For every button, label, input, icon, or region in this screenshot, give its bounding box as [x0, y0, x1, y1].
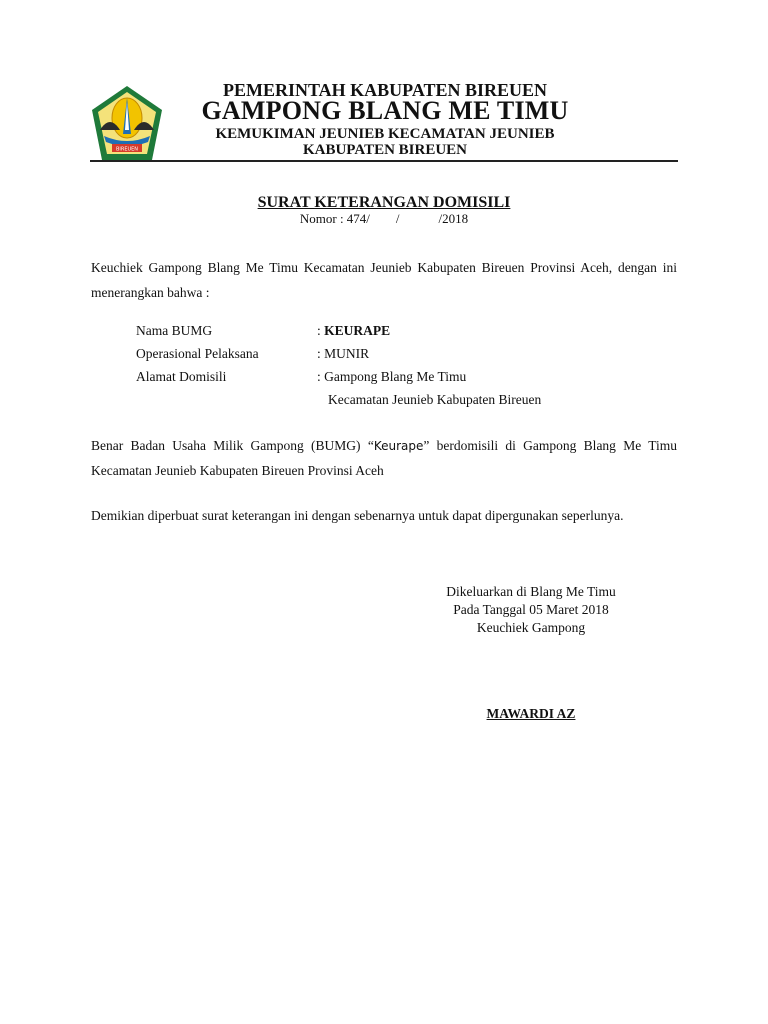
signature-position: Keuchiek Gampong — [476, 620, 586, 635]
detail-value-nama-bumg — [317, 323, 390, 339]
detail-label-nama-bumg: Nama BUMG — [136, 323, 213, 338]
document-title-text: SURAT KETERANGAN DOMISILI — [257, 194, 511, 211]
statement-after: ” berdomisili di Gampong Blang Me Timu Kecamatan Jeunieb Kabupaten Bireuen Provinsi Aceh — [91, 438, 677, 478]
detail-value-alamat — [317, 369, 466, 385]
detail-value-text: MUNIR — [324, 346, 370, 361]
signature-place: Dikeluarkan di Blang Me Timu — [446, 584, 616, 599]
statement-paragraph — [91, 434, 677, 483]
detail-separator: : — [317, 369, 325, 384]
detail-label-operasional: Operasional Pelaksana — [136, 346, 259, 361]
detail-value-operasional — [317, 346, 369, 362]
detail-separator: : — [317, 346, 325, 361]
closing-paragraph: Demikian diperbuat surat keterangan ini dengan sebenarnya untuk dapat dipergunakan seperlunya. — [91, 508, 624, 523]
document-number: Nomor : 474/ / /2018 — [299, 211, 469, 226]
statement-bumg-name: Keurape — [373, 439, 424, 453]
opening-paragraph: Keuchiek Gampong Blang Me Timu Kecamatan Jeunieb Kabupaten Bireuen Provinsi Aceh, dengan ini menerangkan bahwa : — [91, 260, 677, 300]
signature-date: Pada Tanggal 05 Maret 2018 — [453, 602, 609, 617]
statement-before: Benar Badan Usaha Milik Gampong (BUMG) “ — [91, 438, 374, 453]
letterhead-divider — [90, 160, 678, 162]
bireuen-emblem-logo — [90, 84, 164, 162]
document-title — [0, 194, 768, 212]
detail-value-alamat-line2: Kecamatan Jeunieb Kabupaten Bireuen — [328, 392, 542, 407]
detail-value-text: KEURAPE — [324, 323, 391, 338]
detail-label-alamat: Alamat Domisili — [136, 369, 227, 384]
letterhead-regency: KABUPATEN BIREUEN — [302, 142, 468, 158]
logo-wordmark: BIREUEN — [115, 146, 139, 153]
detail-value-text: Gampong Blang Me Timu — [324, 369, 467, 384]
detail-separator: : — [317, 323, 325, 338]
letterhead-district: KEMUKIMAN JEUNIEB KECAMATAN JEUNIEB — [215, 126, 555, 142]
letterhead-village-name: GAMPONG BLANG ME TIMU — [201, 96, 569, 125]
letterhead-government: PEMERINTAH KABUPATEN BIREUEN — [222, 80, 548, 100]
signatory-name: MAWARDI AZ — [486, 706, 576, 721]
